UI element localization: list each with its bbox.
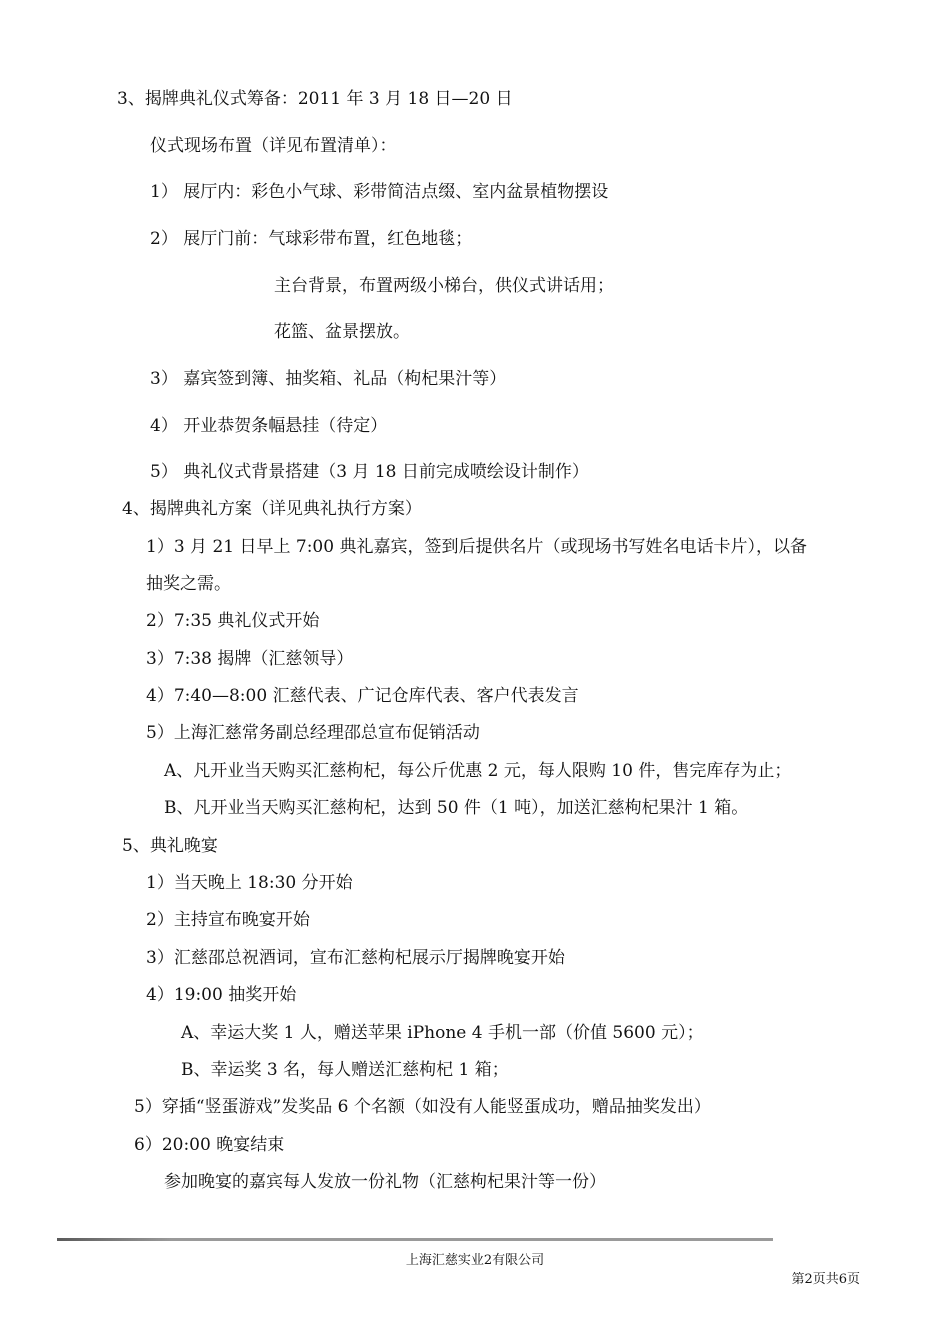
section4-heading: 4、揭牌典礼方案（详见典礼执行方案） — [122, 499, 422, 519]
section3-item: 2） 展厅门前：气球彩带布置，红色地毯； — [150, 229, 473, 249]
section4-subitem: B、凡开业当天购买汇慈枸杞，达到 50 件（1 吨），加送汇慈枸杞果汁 1 箱。 — [164, 798, 749, 818]
section4-item: 5）上海汇慈常务副总经理邵总宣布促销活动 — [146, 723, 480, 743]
section3-item: 4） 开业恭贺条幅悬挂（待定） — [150, 416, 388, 436]
section5-note: 参加晚宴的嘉宾每人发放一份礼物（汇慈枸杞果汁等一份） — [164, 1172, 606, 1192]
section5-item: 3）汇慈邵总祝酒词，宣布汇慈枸杞展示厅揭牌晚宴开始 — [146, 948, 565, 968]
section5-item: 1）当天晚上 18:30 分开始 — [146, 873, 353, 893]
section4-subitem: A、凡开业当天购买汇慈枸杞，每公斤优惠 2 元，每人限购 10 件，售完库存为止； — [164, 761, 792, 781]
section3-item: 5） 典礼仪式背景搭建（3 月 18 日前完成喷绘设计制作） — [150, 462, 589, 482]
section4-item: 2）7:35 典礼仪式开始 — [146, 611, 320, 631]
section4-item: 抽奖之需。 — [146, 574, 231, 594]
section3-heading: 3、揭牌典礼仪式筹备：2011 年 3 月 18 日—20 日 — [117, 89, 513, 109]
section3-intro: 仪式现场布置（详见布置清单）： — [150, 136, 397, 156]
section3-item: 1） 展厅内：彩色小气球、彩带简洁点缀、室内盆景植物摆设 — [150, 182, 609, 202]
section5-heading: 5、典礼晚宴 — [122, 836, 218, 856]
section4-item: 1）3 月 21 日早上 7:00 典礼嘉宾，签到后提供名片（或现场书写姓名电话卡片），以备 — [146, 537, 807, 557]
section5-item: 5）穿插“竖蛋游戏”发奖品 6 个名额（如没有人能竖蛋成功，赠品抽奖发出） — [134, 1097, 711, 1117]
section3-item: 3） 嘉宾签到簿、抽奖箱、礼品（枸杞果汁等） — [150, 369, 507, 389]
section5-item: 6）20:00 晚宴结束 — [134, 1135, 285, 1155]
section4-item: 3）7:38 揭牌（汇慈领导） — [146, 649, 354, 669]
section5-item: 4）19:00 抽奖开始 — [146, 985, 297, 1005]
footer-company: 上海汇慈实业2有限公司 — [405, 1253, 545, 1268]
section3-item: 主台背景，布置两级小梯台，供仪式讲话用； — [274, 276, 614, 296]
section3-item: 花篮、盆景摆放。 — [274, 322, 410, 342]
footer-divider — [57, 1238, 773, 1241]
section5-item: 2）主持宣布晚宴开始 — [146, 910, 310, 930]
page-number: 第2页共6页 — [791, 1272, 860, 1287]
section5-subitem: A、幸运大奖 1 人，赠送苹果 iPhone 4 手机一部（价值 5600 元）； — [181, 1023, 704, 1043]
section4-item: 4）7:40—8:00 汇慈代表、广记仓库代表、客户代表发言 — [146, 686, 579, 706]
section5-subitem: B、幸运奖 3 名，每人赠送汇慈枸杞 1 箱； — [181, 1060, 509, 1080]
